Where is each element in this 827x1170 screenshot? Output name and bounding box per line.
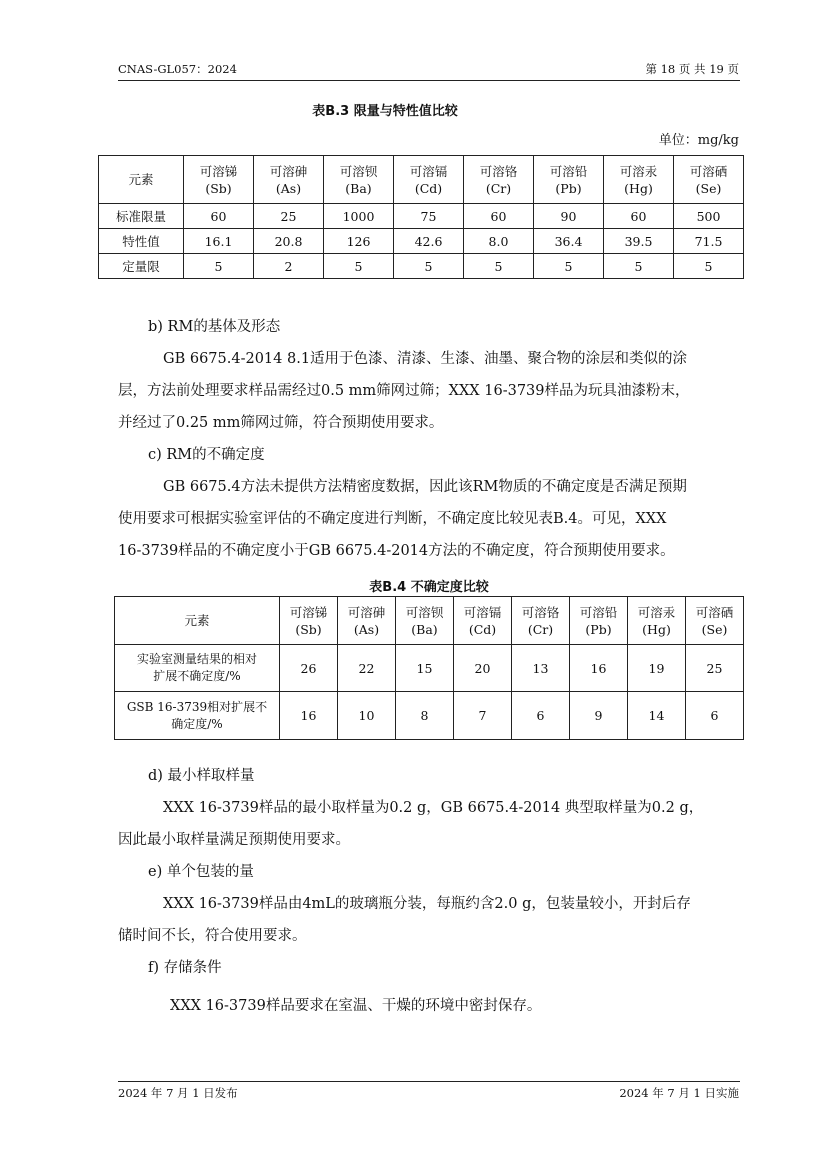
table-row: [99, 254, 744, 279]
cell: 16: [570, 645, 628, 692]
table-b3-col-header: 可溶汞 (Hg): [604, 156, 674, 204]
table-row: [99, 229, 744, 254]
cell: 6: [686, 692, 744, 740]
cell: 500: [674, 204, 744, 229]
paragraph-line: GB 6675.4-2014 8.1适用于色漆、清漆、生漆、油墨、聚合物的涂层和类似的涂: [163, 351, 688, 367]
row-label: 定量限: [99, 254, 184, 279]
paragraph-line: 因此最小取样量满足预期使用要求。: [118, 832, 350, 848]
cell: 20: [454, 645, 512, 692]
section-c-heading: c) RM的不确定度: [148, 447, 265, 463]
cell: 25: [254, 204, 324, 229]
cell: 90: [534, 204, 604, 229]
paragraph-line: GB 6675.4方法未提供方法精密度数据，因此该RM物质的不确定度是否满足预期: [163, 479, 687, 495]
cell: 5: [184, 254, 254, 279]
cell: 15: [396, 645, 454, 692]
table-b4-col-header: 可溶铅 (Pb): [570, 597, 628, 645]
table-b4-col-header: 可溶汞 (Hg): [628, 597, 686, 645]
table-b3-col-header: 可溶砷 (As): [254, 156, 324, 204]
cell: 6: [512, 692, 570, 740]
cell: 60: [464, 204, 534, 229]
table-b4-col-header: 可溶硒 (Se): [686, 597, 744, 645]
cell: 20.8: [254, 229, 324, 254]
cell: 16.1: [184, 229, 254, 254]
table-b3-col-header: 可溶钡 (Ba): [324, 156, 394, 204]
header-rule: [118, 80, 740, 81]
cell: 26: [280, 645, 338, 692]
cell: 60: [184, 204, 254, 229]
cell: 9: [570, 692, 628, 740]
cell: 36.4: [534, 229, 604, 254]
effective-date: 2024 年 7 月 1 日实施: [619, 1086, 739, 1100]
table-row: [115, 645, 744, 692]
cell: 14: [628, 692, 686, 740]
table-b3: [98, 155, 744, 279]
cell: 19: [628, 645, 686, 692]
cell: 71.5: [674, 229, 744, 254]
table-row: [115, 692, 744, 740]
table-b3-unit: 单位：mg/kg: [658, 133, 739, 148]
table-row: [99, 204, 744, 229]
table-b4-col-header: 可溶锑 (Sb): [280, 597, 338, 645]
footer-rule: [118, 1081, 740, 1082]
cell: 8: [396, 692, 454, 740]
doc-code: CNAS-GL057：2024: [118, 62, 237, 76]
cell: 25: [686, 645, 744, 692]
table-b3-header-row: [99, 156, 744, 204]
table-b3-title: 表B.3 限量与特性值比较: [312, 104, 458, 119]
cell: 5: [394, 254, 464, 279]
paragraph-line: XXX 16-3739样品的最小取样量为0.2 g，GB 6675.4-2014 典型取样量为0.2 g，: [163, 800, 704, 816]
table-b4-col-header: 可溶砷 (As): [338, 597, 396, 645]
table-b3-col-header: 可溶镉 (Cd): [394, 156, 464, 204]
paragraph-line: XXX 16-3739样品要求在室温、干燥的环境中密封保存。: [170, 998, 542, 1014]
cell: 8.0: [464, 229, 534, 254]
cell: 7: [454, 692, 512, 740]
cell: 39.5: [604, 229, 674, 254]
cell: 5: [534, 254, 604, 279]
cell: 42.6: [394, 229, 464, 254]
section-b-heading: b) RM的基体及形态: [148, 319, 281, 335]
cell: 5: [604, 254, 674, 279]
table-b4-col-header: 可溶钡 (Ba): [396, 597, 454, 645]
cell: 22: [338, 645, 396, 692]
section-e-heading: e) 单个包装的量: [148, 864, 254, 880]
cell: 2: [254, 254, 324, 279]
cell: 126: [324, 229, 394, 254]
table-b4-corner: 元素: [115, 597, 280, 645]
paragraph-line: XXX 16-3739样品由4mL的玻璃瓶分装，每瓶约含2.0 g，包装量较小，开封后存: [163, 896, 691, 912]
publish-date: 2024 年 7 月 1 日发布: [118, 1086, 238, 1100]
table-b3-col-header: 可溶硒 (Se): [674, 156, 744, 204]
table-b3-col-header: 可溶铅 (Pb): [534, 156, 604, 204]
table-b4: [114, 596, 744, 740]
row-label: 实验室测量结果的相对 扩展不确定度/%: [115, 645, 280, 692]
paragraph-line: 储时间不长，符合使用要求。: [118, 928, 307, 944]
cell: 60: [604, 204, 674, 229]
paragraph-line: 使用要求可根据实验室评估的不确定度进行判断，不确定度比较见表B.4。可见，XXX: [118, 511, 667, 527]
table-b3-col-header: 可溶铬 (Cr): [464, 156, 534, 204]
row-label: 标准限量: [99, 204, 184, 229]
section-f-heading: f) 存储条件: [148, 960, 222, 976]
row-label: 特性值: [99, 229, 184, 254]
table-b4-title: 表B.4 不确定度比较: [369, 580, 489, 595]
paragraph-line: 层，方法前处理要求样品需经过0.5 mm筛网过筛；XXX 16-3739样品为玩具油漆粉末，: [118, 383, 690, 399]
cell: 16: [280, 692, 338, 740]
table-b4-col-header: 可溶铬 (Cr): [512, 597, 570, 645]
table-b4-header-row: [115, 597, 744, 645]
cell: 13: [512, 645, 570, 692]
cell: 5: [324, 254, 394, 279]
paragraph-line: 16-3739样品的不确定度小于GB 6675.4-2014方法的不确定度，符合预期使用要求。: [118, 543, 675, 559]
table-b4-col-header: 可溶镉 (Cd): [454, 597, 512, 645]
cell: 5: [464, 254, 534, 279]
section-d-heading: d) 最小样取样量: [148, 768, 255, 784]
paragraph-line: 并经过了0.25 mm筛网过筛，符合预期使用要求。: [118, 415, 444, 431]
table-b3-corner: 元素: [99, 156, 184, 204]
cell: 1000: [324, 204, 394, 229]
row-label: GSB 16-3739相对扩展不 确定度/%: [115, 692, 280, 740]
cell: 10: [338, 692, 396, 740]
page-number: 第 18 页 共 19 页: [645, 62, 739, 76]
cell: 5: [674, 254, 744, 279]
table-b3-col-header: 可溶锑 (Sb): [184, 156, 254, 204]
cell: 75: [394, 204, 464, 229]
